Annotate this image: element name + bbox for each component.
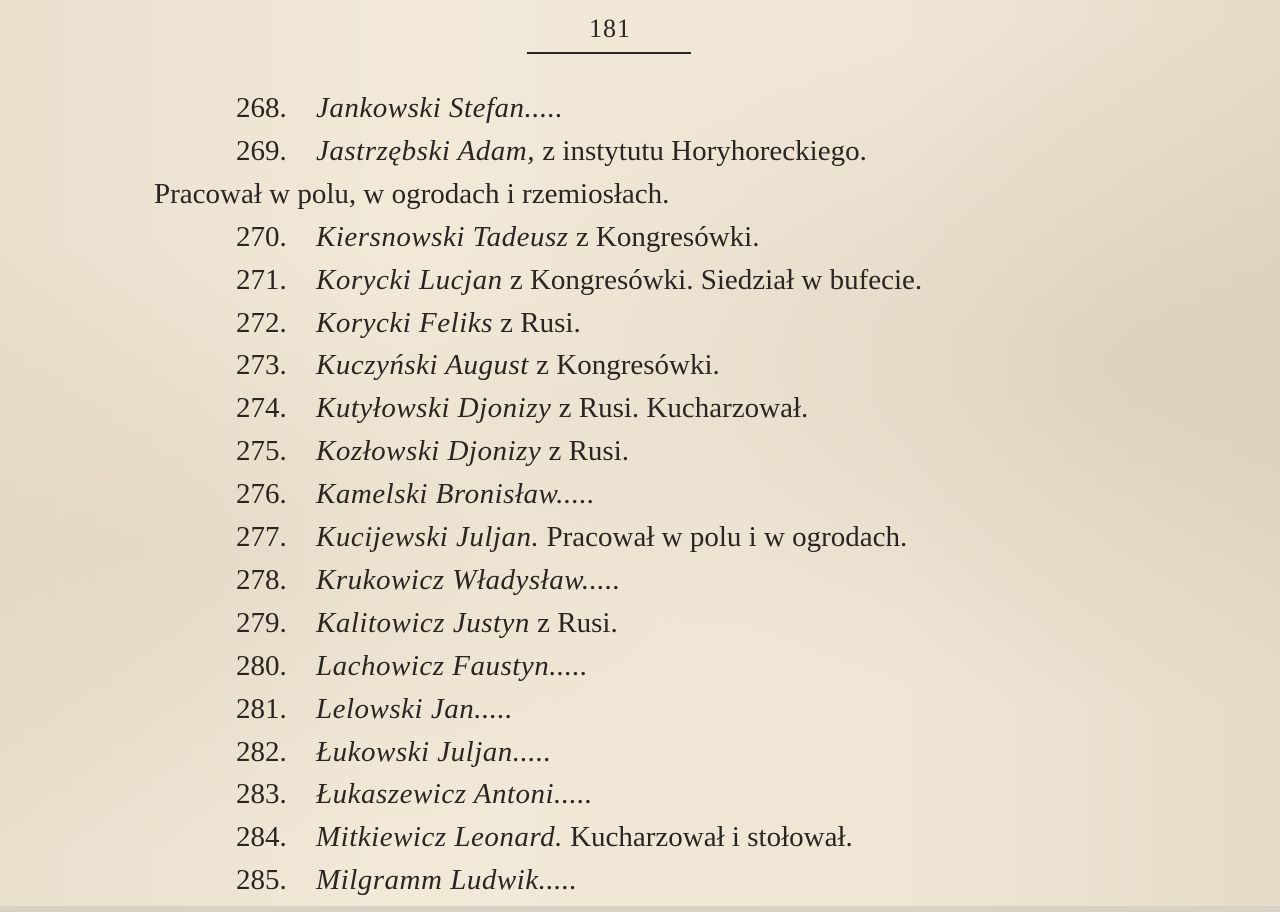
entry-name: Jastrzębski Adam, z instytutu Horyhoreckiego. <box>316 134 867 167</box>
entry-name: Krukowicz Władysław..... <box>316 563 621 596</box>
entry-number: 269. <box>236 134 287 167</box>
list-item <box>0 264 1100 304</box>
list-item <box>0 736 1100 776</box>
entry-name: Lachowicz Faustyn..... <box>316 649 588 682</box>
list-item <box>0 650 1100 690</box>
entry-continuation-line <box>0 178 1100 218</box>
list-item <box>0 564 1100 604</box>
entry-name: Kozłowski Djonizy z Rusi. <box>316 435 630 468</box>
entry-number: 276. <box>236 478 287 511</box>
entry-name: Łukowski Juljan..... <box>316 735 552 768</box>
entry-number: 282. <box>236 735 287 768</box>
entry-description: z Kongresówki. <box>528 349 720 382</box>
entry-number: 279. <box>236 606 287 639</box>
entry-description: Pracował w polu i w ogrodach. <box>539 521 908 553</box>
entry-number: 273. <box>236 349 287 382</box>
entry-name: Kutyłowski Djonizy z Rusi. Kucharzował. <box>316 392 809 425</box>
entry-number: 278. <box>236 563 287 596</box>
entry-name: Lelowski Jan..... <box>316 692 513 725</box>
entry-name: Milgramm Ludwik..... <box>316 864 578 897</box>
entry-name: Korycki Lucjan z Kongresówki. Siedział w bufecie. <box>316 263 923 296</box>
list-item <box>0 349 1100 389</box>
list-item <box>0 521 1100 561</box>
entry-number: 272. <box>236 306 287 339</box>
list-item <box>0 92 1100 132</box>
entry-number: 268. <box>236 92 287 124</box>
list-item <box>0 392 1100 432</box>
entry-number: 283. <box>236 778 287 811</box>
entry-description: z Kongresówki. Siedział w bufecie. <box>502 263 923 296</box>
entry-name: Kamelski Bronisław..... <box>316 478 595 511</box>
entry-continuation-text: Pracował w polu, w ogrodach i rzemiosłach. <box>154 177 670 210</box>
entry-number: 274. <box>236 392 287 425</box>
entry-description: z instytutu Horyhoreckiego. <box>535 134 867 167</box>
entry-name: Łukaszewicz Antoni..... <box>316 778 593 811</box>
entry-number: 271. <box>236 263 287 296</box>
entry-description: Kucharzował i stołował. <box>562 821 853 854</box>
header-rule <box>527 52 691 54</box>
entry-number: 270. <box>236 220 287 253</box>
entry-description: z Kongresówki. <box>568 220 760 253</box>
entry-description: z Rusi. <box>492 306 581 339</box>
entry-name: Kalitowicz Justyn z Rusi. <box>316 606 618 639</box>
entry-name: Kucijewski Juljan. Pracował w polu i w ogrodach. <box>316 521 908 553</box>
entry-number: 284. <box>236 821 287 854</box>
entry-number: 281. <box>236 692 287 725</box>
entry-number: 275. <box>236 435 287 468</box>
page-bottom-edge <box>0 906 1280 912</box>
list-item <box>0 478 1100 518</box>
entry-description: z Rusi. <box>541 435 630 468</box>
list-item <box>0 821 1100 861</box>
entry-description: z Rusi. <box>529 606 618 639</box>
entry-description: z Rusi. Kucharzował. <box>551 392 809 425</box>
list-item <box>0 135 1100 175</box>
list-item <box>0 693 1100 733</box>
list-item <box>0 221 1100 261</box>
list-item <box>0 607 1100 647</box>
entry-number: 285. <box>236 864 287 897</box>
list-item <box>0 435 1100 475</box>
entry-name: Kiersnowski Tadeusz z Kongresówki. <box>316 220 760 253</box>
list-item <box>0 778 1100 818</box>
entry-name: Korycki Feliks z Rusi. <box>316 306 581 339</box>
list-item <box>0 864 1100 904</box>
entry-number: 277. <box>236 521 287 553</box>
entry-name: Jankowski Stefan..... <box>316 92 564 124</box>
entry-number: 280. <box>236 649 287 682</box>
entry-name: Kuczyński August z Kongresówki. <box>316 349 720 382</box>
entry-name: Mitkiewicz Leonard. Kucharzował i stołował. <box>316 821 853 854</box>
list-item <box>0 307 1100 347</box>
page-number: 181 <box>589 14 631 43</box>
